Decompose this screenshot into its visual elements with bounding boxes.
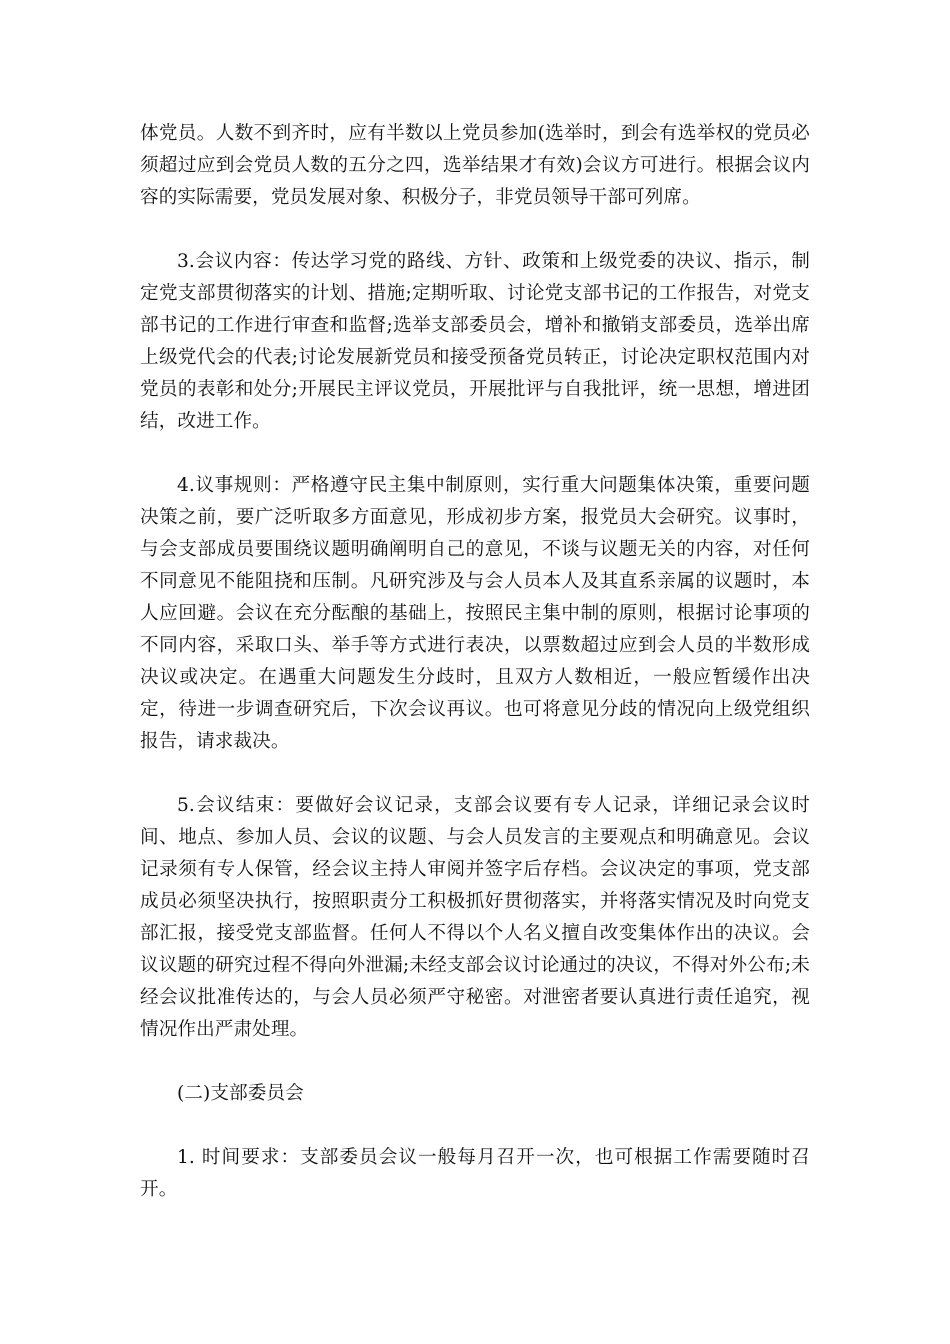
paragraph-continuation: 体党员。人数不到齐时，应有半数以上党员参加(选举时，到会有选举权的党员必须超过应到会党员人数的五分之四，选举结果才有效)会议方可进行。根据会议内容的实际需要，党员发展对象、积极分子，非党员领导干部可列席。 (140, 123, 810, 208)
paragraph-meeting-conclusion: 5.会议结束：要做好会议记录，支部会议要有专人记录，详细记录会议时间、地点、参加人员、会议的议题、与会人员发言的主要观点和明确意见。会议记录须有专人保管，经会议主持人审阅并签字后存档。会议决定的事项，党支部成员必须坚决执行，按照职责分工积极抓好贯彻落实，并将落实情况及时向党支部汇报，接受党支部监督。任何人不得以个人名义擅自改变集体作出的决议。会议议题的研究过程不得向外泄漏;未经支部会议讨论通过的决议，不得对外公布;未经会议批准传达的，与会人员必须严守秘密。对泄密者要认真进行责任追究，视情况作出严肃处理。 (140, 795, 810, 1040)
paragraph-procedure-rules: 4.议事规则：严格遵守民主集中制原则，实行重大问题集体决策，重要问题决策之前，要广泛听取多方面意见，形成初步方案，报党员大会研究。议事时，与会支部成员要围绕议题明确阐明自己的意见，不谈与议题无关的内容，对任何不同意见不能阻挠和压制。凡研究涉及与会人员本人及其直系亲属的议题时，本人应回避。会议在充分酝酿的基础上，按照民主集中制的原则，根据讨论事项的不同内容，采取口头、举手等方式进行表决，以票数超过应到会人员的半数形成决议或决定。在遇重大问题发生分歧时，且双方人数相近，一般应暂缓作出决定，待进一步调查研究后，下次会议再议。也可将意见分歧的情况向上级党组织报告，请求裁决。 (140, 475, 810, 752)
paragraph-time-requirement: 1. 时间要求：支部委员会议一般每月召开一次，也可根据工作需要随时召开。 (140, 1147, 810, 1200)
paragraph-meeting-content: 3.会议内容：传达学习党的路线、方针、政策和上级党委的决议、指示，制定党支部贯彻落实的计划、措施;定期听取、讨论党支部书记的工作报告，对党支部书记的工作进行审查和监督;选举支部委员会，增补和撤销支部委员，选举出席上级党代会的代表;讨论发展新党员和接受预备党员转正，讨论决定职权范围内对党员的表彰和处分;开展民主评议党员，开展批评与自我批评，统一思想，增进团结，改进工作。 (140, 251, 810, 432)
document-body (140, 118, 810, 1206)
section-heading-branch-committee: (二)支部委员会 (177, 1083, 304, 1104)
